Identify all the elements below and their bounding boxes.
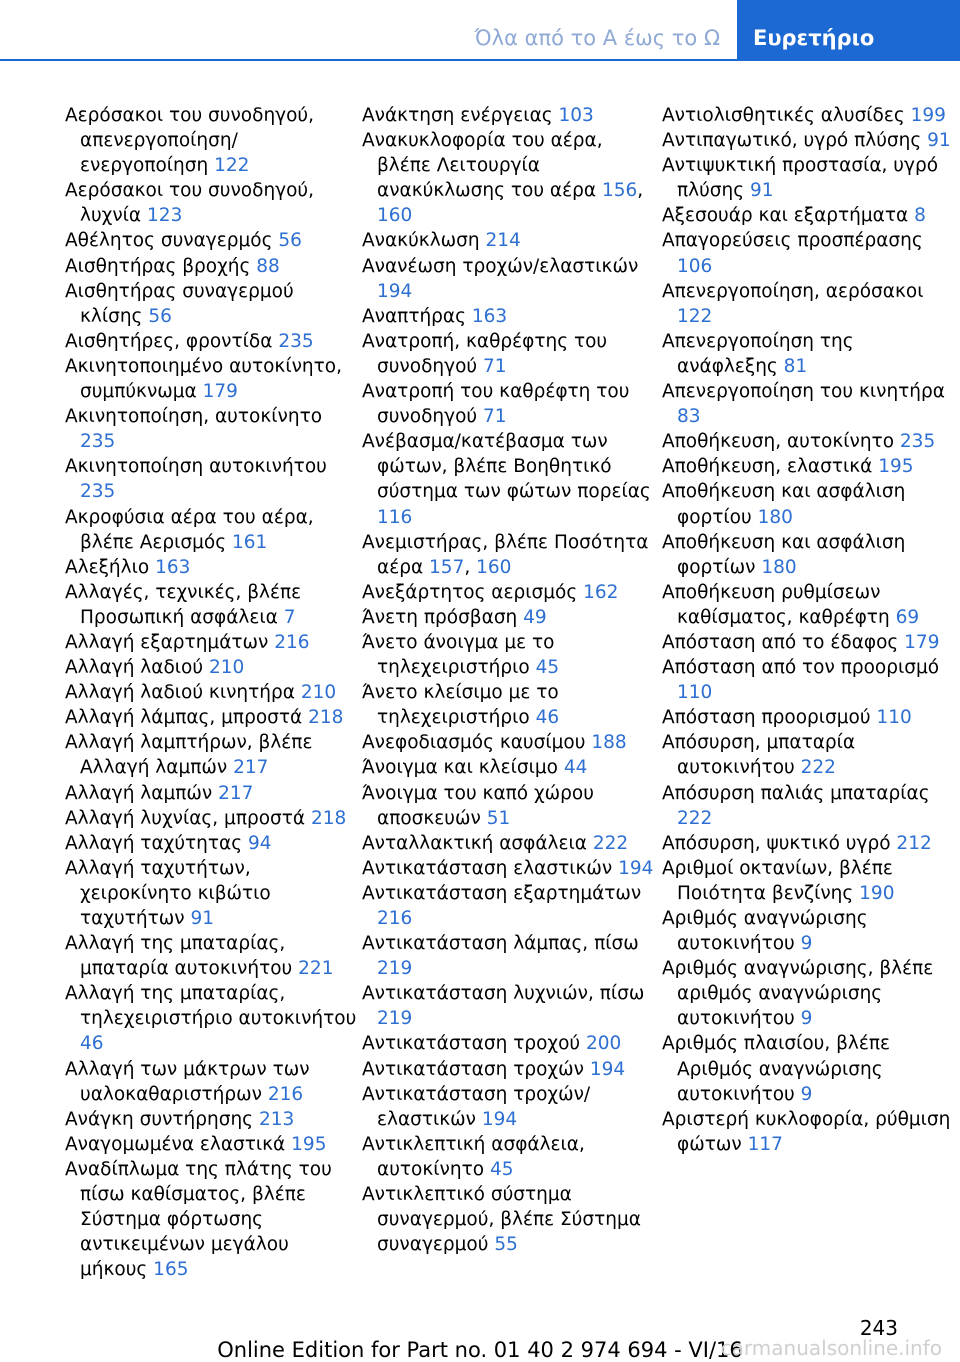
entry-text: Αλλαγή λυχνίας, μπροστά	[65, 807, 306, 829]
index-entry	[362, 1132, 657, 1182]
page-ref-link[interactable]: 110	[876, 707, 912, 729]
page-ref-link[interactable]: 210	[208, 657, 245, 679]
index-entry	[65, 806, 360, 831]
index-entry	[362, 530, 657, 580]
index-entry	[662, 279, 957, 329]
entry-text: Αισθητήρας συναγερμού κλίσης	[65, 280, 294, 327]
entry-text: Απενεργοποίηση της ανάφλεξης	[662, 330, 854, 377]
index-entry	[362, 680, 657, 730]
page-ref-link[interactable]: 56	[278, 230, 302, 252]
entry-text: Αθέλητος συναγερμός	[65, 230, 273, 252]
entry-text: Αλλαγή λάμπας, μπροστά	[65, 707, 303, 729]
index-entry	[362, 379, 657, 429]
page-ref-link[interactable]: 123	[147, 205, 183, 227]
entry-text: Αλλαγή των μάκτρων των υαλοκαθαριστήρων	[65, 1058, 310, 1105]
entry-text: Απενεργοποίηση, αερόσακοι	[662, 280, 924, 302]
entry-text: Ακινητοποιημένο αυτοκίνητο, συμπύκνωμα	[65, 355, 342, 403]
header-rule	[0, 59, 737, 61]
page-ref-link[interactable]: 165	[153, 1259, 189, 1281]
entry-text: Αερόσακοι του συνοδηγού, απενεργοποίηση/ενεργοποίηση	[65, 105, 315, 177]
entry-text: Αντικατάσταση λάμπας, πίσω	[362, 933, 639, 955]
page-ref-link[interactable]: 8	[914, 205, 926, 227]
page-ref-link[interactable]: 46	[80, 1033, 104, 1055]
entry-text: Αλλαγή ταχυτήτων, χειροκίνητο κιβώτιο ταχυτήτων	[65, 857, 271, 929]
entry-text: Αναγομωμένα ελαστικά	[65, 1133, 286, 1155]
entry-text: Αντικλεπτικό σύστημα συναγερμού, βλέπε Σύστημα συναγερμού	[362, 1184, 641, 1256]
index-entry	[662, 705, 957, 730]
entry-text: Ανατροπή, καθρέφτης του συνοδηγού	[362, 330, 608, 377]
entry-text: Αριθμοί οκτανίων, βλέπε Ποιότητα βενζίνης	[662, 857, 893, 904]
entry-text: Αποθήκευση ρυθμίσεων καθίσματος, καθρέφτη	[662, 581, 890, 628]
index-entry	[662, 655, 957, 705]
entry-text: Αλλαγή λαμπτήρων, βλέπε Αλλαγή λαμπών	[65, 732, 313, 779]
page-ref-link[interactable]: 51	[486, 807, 511, 829]
entry-text: Αντιπαγωτικό, υγρό πλύσης	[662, 130, 922, 152]
page-ref-link[interactable]: 219	[377, 958, 413, 980]
page-ref-link[interactable]: 222	[592, 832, 629, 854]
page-ref-link[interactable]: 94	[247, 832, 272, 854]
index-entry	[362, 128, 657, 228]
entry-text: Ανάκτηση ενέργειας	[362, 105, 553, 126]
page-ref-link[interactable]: 122	[677, 305, 713, 327]
index-entry	[662, 831, 957, 856]
page-ref-link[interactable]: 163	[471, 305, 508, 327]
page-number: 243	[859, 1316, 898, 1340]
index-entry	[362, 103, 657, 128]
index-entry	[662, 730, 957, 780]
entry-text: Αριθμός αναγνώρισης, βλέπε αριθμός αναγνώρισης αυτοκινήτου	[662, 958, 934, 1030]
index-entry	[65, 1157, 360, 1282]
page-ref-link[interactable]: 45	[535, 657, 560, 679]
index-entry	[65, 831, 360, 856]
entry-text: Άνετο άνοιγμα με το τηλεχειριστήριο	[362, 631, 555, 679]
entry-text: Ανακύκλωση	[362, 230, 480, 252]
page-ref-link[interactable]: 179	[904, 631, 940, 653]
page-ref-link[interactable]: 46	[535, 707, 560, 729]
page-separator: ,	[464, 556, 477, 578]
page-ref-link[interactable]: 217	[218, 782, 254, 804]
index-entry	[662, 203, 957, 228]
page-ref-link[interactable]: 103	[558, 105, 594, 126]
index-entry	[362, 781, 657, 831]
index-entry	[65, 228, 360, 253]
entry-text: Αριθμός πλαισίου, βλέπε Αριθμός αναγνώρισης αυτοκινήτου	[662, 1033, 891, 1105]
page-ref-link[interactable]: 200	[586, 1033, 622, 1055]
page-ref-link[interactable]: 219	[377, 1008, 413, 1030]
index-entry	[662, 153, 957, 203]
index-entry	[65, 279, 360, 329]
index-tab[interactable]: Ευρετήριο	[737, 0, 960, 61]
index-entry	[662, 1031, 957, 1106]
entry-text: Ακροφύσια αέρα του αέρα, βλέπε Αερισμός	[65, 506, 314, 553]
entry-text: Αντιψυκτική προστασία, υγρό πλύσης	[662, 155, 939, 202]
page-ref-link[interactable]: 212	[896, 832, 932, 854]
entry-text: Αντικατάσταση τροχού	[362, 1033, 581, 1055]
index-entry	[662, 128, 957, 153]
index-entry	[362, 1031, 657, 1056]
index-entry	[65, 931, 360, 981]
page-separator: ,	[637, 180, 644, 202]
index-column-3	[662, 103, 957, 1157]
index-entry	[65, 254, 360, 279]
page-ref-link[interactable]: 160	[377, 205, 413, 227]
index-entry	[362, 755, 657, 780]
page-header	[0, 0, 960, 61]
entry-text: Αλλαγές, τεχνικές, βλέπε Προσωπική ασφάλεια	[65, 581, 302, 628]
index-entry	[362, 856, 657, 881]
index-entry	[362, 881, 657, 931]
entry-text: Ακινητοποίηση αυτοκινήτου	[65, 456, 327, 478]
index-entry	[662, 103, 957, 128]
entry-text: Αξεσουάρ και εξαρτήματα	[662, 205, 909, 227]
page-ref-link[interactable]: 218	[310, 807, 347, 829]
entry-text: Ανεξάρτητος αερισμός	[362, 581, 578, 603]
page-ref-link[interactable]: 235	[80, 481, 116, 503]
index-entry	[362, 931, 657, 981]
entry-text: Αποθήκευση, αυτοκίνητο	[662, 431, 895, 453]
page-ref-link[interactable]: 91	[750, 180, 774, 202]
index-entry	[362, 981, 657, 1031]
index-entry	[362, 580, 657, 605]
index-entry	[362, 1082, 657, 1132]
index-entry	[362, 429, 657, 529]
entry-text: Αερόσακοι του συνοδηγού, λυχνία	[65, 180, 315, 227]
index-entry	[662, 530, 957, 580]
index-entry	[662, 1107, 957, 1157]
entry-text: Άνοιγμα και κλείσιμο	[362, 757, 558, 779]
entry-text: Ανεφοδιασμός καυσίμου	[362, 732, 586, 754]
entry-text: Αισθητήρας βροχής	[65, 255, 251, 277]
entry-text: Αντικατάσταση ελαστικών	[362, 857, 613, 879]
page-ref-link[interactable]: 235	[278, 330, 314, 352]
page-ref-link[interactable]: 195	[291, 1133, 327, 1155]
index-entry	[362, 831, 657, 856]
index-entry	[362, 254, 657, 304]
page-ref-link[interactable]: 216	[267, 1083, 304, 1105]
index-entry	[362, 1182, 657, 1257]
index-entry	[65, 730, 360, 780]
entry-text: Ανταλλακτική ασφάλεια	[362, 832, 587, 854]
page-ref-link[interactable]: 216	[274, 631, 310, 653]
index-entry	[362, 605, 657, 630]
index-entry	[662, 580, 957, 630]
page-ref-link[interactable]: 235	[899, 431, 936, 453]
index-entry	[65, 705, 360, 730]
index-entry	[662, 379, 957, 429]
entry-text: Αλλαγή της μπαταρίας, τηλεχειριστήριο αυτοκινήτου	[65, 983, 357, 1030]
index-entry	[662, 856, 957, 906]
index-entry	[662, 454, 957, 479]
page-ref-link[interactable]: 45	[489, 1158, 514, 1180]
entry-text: Αλλαγή ταχύτητας	[65, 832, 243, 854]
index-entry	[65, 580, 360, 630]
page-ref-link[interactable]: 83	[677, 406, 701, 428]
page-ref-link[interactable]: 71	[483, 406, 507, 428]
index-entry	[65, 981, 360, 1056]
page-ref-link[interactable]: 9	[800, 1083, 813, 1105]
entry-text: Ανακυκλοφορία του αέρα, βλέπε Λειτουργία ανακύκλωσης του αέρα	[362, 130, 603, 202]
page-ref-link[interactable]: 217	[233, 757, 269, 779]
entry-text: Αποθήκευση και ασφάλιση φορτίου	[662, 481, 906, 528]
page-ref-link[interactable]: 157	[429, 556, 465, 578]
index-entry	[65, 856, 360, 931]
entry-text: Αντικατάσταση τροχών/ελαστικών	[362, 1083, 591, 1130]
entry-text: Αλλαγή της μπαταρίας, μπαταρία αυτοκινήτου	[65, 933, 293, 980]
page-ref-link[interactable]: 55	[494, 1234, 518, 1256]
entry-text: Αριστερή κυκλοφορία, ρύθμιση φώτων	[662, 1108, 951, 1155]
entry-text: Άνετο κλείσιμο με το τηλεχειριστήριο	[362, 682, 559, 729]
page-ref-link[interactable]: 117	[747, 1133, 783, 1155]
index-entry	[65, 680, 360, 705]
page-ref-link[interactable]: 190	[859, 882, 895, 904]
page-ref-link[interactable]: 179	[202, 381, 238, 403]
entry-text: Ακινητοποίηση, αυτοκίνητο	[65, 406, 323, 428]
page-ref-link[interactable]: 44	[563, 757, 588, 779]
entry-text: Απόσυρση, μπαταρία αυτοκινήτου	[662, 732, 856, 779]
entry-text: Άνετη πρόσβαση	[362, 606, 518, 628]
page-ref-link[interactable]: 180	[757, 506, 793, 528]
index-entry	[662, 479, 957, 529]
page-ref-link[interactable]: 160	[476, 556, 512, 578]
entry-text: Απόσταση προορισμού	[662, 707, 871, 729]
page-ref-link[interactable]: 69	[895, 606, 920, 628]
page-ref-link[interactable]: 49	[523, 606, 547, 628]
page-ref-link[interactable]: 56	[148, 305, 172, 327]
index-entry	[65, 781, 360, 806]
entry-text: Αλλαγή λαδιού κινητήρα	[65, 682, 295, 704]
index-entry	[362, 630, 657, 680]
entry-text: Απόσταση από το έδαφος	[662, 631, 899, 653]
page-ref-link[interactable]: 194	[481, 1108, 518, 1130]
index-entry	[362, 730, 657, 755]
entry-text: Αποθήκευση και ασφάλιση φορτίων	[662, 531, 906, 578]
page-ref-link[interactable]: 106	[677, 255, 713, 277]
entry-text: Αντικατάσταση λυχνιών, πίσω	[362, 983, 645, 1005]
page-ref-link[interactable]: 7	[283, 606, 296, 628]
index-entry	[65, 1132, 360, 1157]
page-ref-link[interactable]: 194	[618, 857, 654, 879]
entry-text: Αλλαγή λαμπών	[65, 782, 213, 804]
page-ref-link[interactable]: 210	[300, 682, 337, 704]
entry-text: Αποθήκευση, ελαστικά	[662, 456, 873, 478]
entry-text: Αναπτήρας	[362, 305, 466, 327]
page-ref-link[interactable]: 221	[298, 958, 334, 980]
index-entry	[65, 655, 360, 680]
page-ref-link[interactable]: 194	[589, 1058, 626, 1080]
entry-text: Αντιολισθητικές αλυσίδες	[662, 105, 905, 126]
index-column-2	[362, 103, 657, 1257]
page-ref-link[interactable]: 9	[800, 933, 813, 955]
entry-text: Ανατροπή του καθρέφτη του συνοδηγού	[362, 381, 630, 428]
entry-text: Αισθητήρες, φροντίδα	[65, 330, 273, 352]
entry-text: Αντικατάσταση τροχών	[362, 1058, 584, 1080]
page-ref-link[interactable]: 162	[583, 581, 619, 603]
index-entry	[65, 630, 360, 655]
page-ref-link[interactable]: 163	[155, 556, 191, 578]
entry-text: Απόσυρση, ψυκτικό υγρό	[662, 832, 891, 854]
footer-edition: Online Edition for Part no. 01 40 2 974 694 - VI/16	[217, 1338, 743, 1362]
entry-text: Απαγορεύσεις προσπέρασης	[662, 230, 923, 252]
index-entry	[662, 906, 957, 956]
entry-text: Αντικατάσταση εξαρτημάτων	[362, 882, 642, 904]
index-entry	[65, 404, 360, 454]
entry-text: Αλλαγή εξαρτημάτων	[65, 631, 269, 653]
page-ref-link[interactable]: 9	[800, 1008, 813, 1030]
index-entry	[662, 956, 957, 1031]
page-ref-link[interactable]: 235	[80, 431, 116, 453]
page-ref-link[interactable]: 213	[258, 1108, 295, 1130]
index-entry	[65, 555, 360, 580]
entry-text: Ανάγκη συντήρησης	[65, 1108, 254, 1130]
page-ref-link[interactable]: 180	[761, 556, 797, 578]
index-entry	[65, 354, 360, 404]
page-ref-link[interactable]: 122	[214, 155, 250, 177]
page-ref-link[interactable]: 161	[232, 531, 268, 553]
entry-text: Απενεργοποίηση του κινητήρα	[662, 381, 945, 403]
page-ref-link[interactable]: 222	[800, 757, 836, 779]
page-ref-link[interactable]: 222	[677, 807, 713, 829]
page-ref-link[interactable]: 199	[910, 105, 946, 126]
page-ref-link[interactable]: 216	[377, 908, 413, 929]
index-entry	[662, 329, 957, 379]
page-ref-link[interactable]: 188	[591, 732, 627, 754]
page-ref-link[interactable]: 156	[601, 180, 638, 202]
index-entry	[65, 329, 360, 354]
entry-text: Ανεμιστήρας, βλέπε Ποσότητα αέρα	[362, 531, 649, 578]
page-ref-link[interactable]: 88	[256, 255, 280, 277]
index-entry	[362, 329, 657, 379]
index-entry	[662, 228, 957, 278]
index-entry	[362, 1057, 657, 1082]
index-entry	[65, 1107, 360, 1132]
index-entry	[65, 505, 360, 555]
section-title: Όλα από το Α έως το Ω	[474, 26, 720, 50]
index-entry	[662, 630, 957, 655]
page-ref-link[interactable]: 81	[783, 355, 808, 377]
page-ref-link[interactable]: 116	[377, 506, 413, 528]
index-entry	[662, 781, 957, 831]
page-ref-link[interactable]: 194	[377, 280, 413, 302]
watermark: carmanualsonline.info	[720, 1336, 942, 1360]
entry-text: Ανανέωση τροχών/ελαστικών	[362, 255, 639, 277]
page-ref-link[interactable]: 214	[485, 230, 521, 252]
entry-text: Απόσταση από τον προορισμό	[662, 657, 940, 679]
index-entry	[65, 454, 360, 504]
page-ref-link[interactable]: 71	[483, 355, 507, 377]
page-ref-link[interactable]: 195	[878, 456, 914, 478]
entry-text: Αναδίπλωμα της πλάτης του πίσω καθίσματος, βλέπε Σύστημα φόρτωσης αντικειμένων μεγάλου μήκους	[65, 1158, 332, 1281]
entry-text: Αριθμός αναγνώρισης αυτοκινήτου	[662, 908, 868, 955]
entry-text: Αλλαγή λαδιού	[65, 657, 204, 679]
index-column-1	[65, 103, 360, 1282]
index-entry	[362, 304, 657, 329]
index-entry	[362, 228, 657, 253]
index-entry	[65, 103, 360, 178]
entry-text: Αλεξήλιο	[65, 556, 150, 578]
entry-text: Απόσυρση παλιάς μπαταρίας	[662, 782, 930, 804]
page-ref-link[interactable]: 110	[677, 682, 713, 704]
entry-text: Ανέβασμα/κατέβασμα των φώτων, βλέπε Βοηθητικό σύστημα των φώτων πορείας	[362, 431, 651, 503]
index-entry	[65, 1057, 360, 1107]
page-ref-link[interactable]: 91	[190, 908, 214, 929]
index-entry	[662, 429, 957, 454]
entry-text: Αντικλεπτική ασφάλεια, αυτοκίνητο	[362, 1133, 585, 1180]
index-entry	[65, 178, 360, 228]
page-ref-link[interactable]: 91	[927, 130, 951, 152]
entry-text: Άνοιγμα του καπό χώρου αποσκευών	[362, 782, 594, 829]
page-ref-link[interactable]: 218	[308, 707, 344, 729]
